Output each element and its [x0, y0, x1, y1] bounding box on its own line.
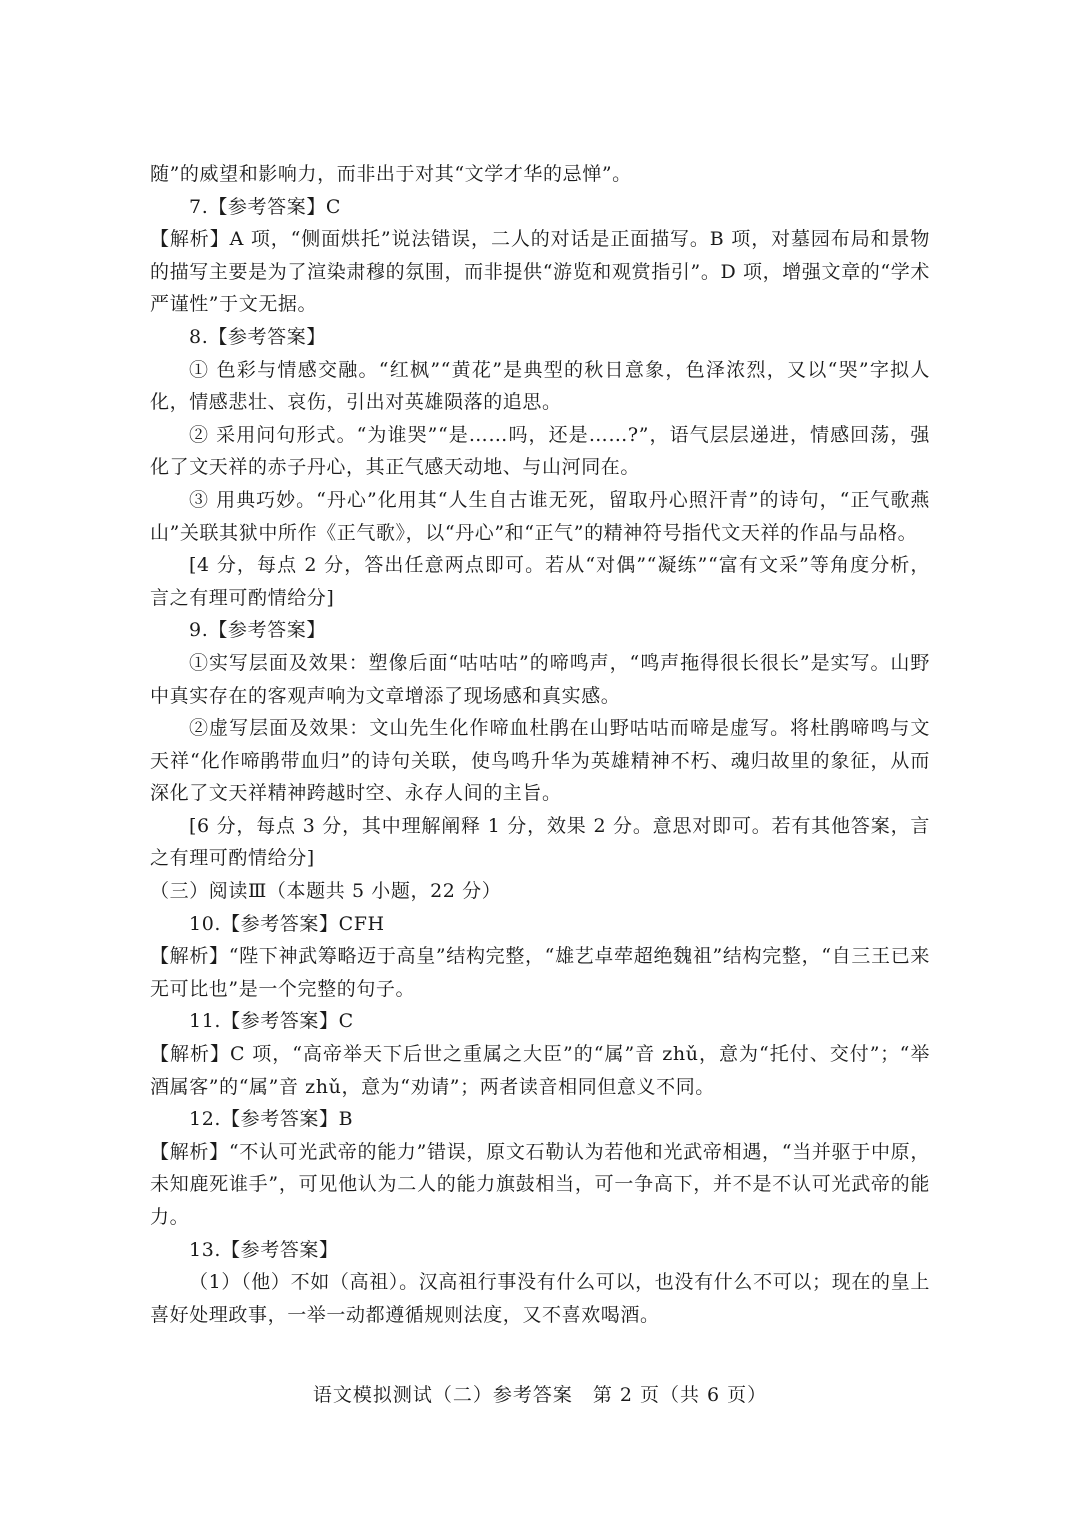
- answer-9-point-1: ①实写层面及效果：塑像后面“咕咕咕”的啼鸣声，“鸣声拖得很长很长”是实写。山野中真实存在的客观声响为文章增添了现场感和真实感。: [150, 651, 930, 707]
- analysis-7: 【解析】A 项，“侧面烘托”说法错误，二人的对话是正面描写。B 项，对墓园布局和景物的描写主要是为了渲染肃穆的氛围，而非提供“游览和观赏指引”。D 项，增强文章的“学术严谨性”于文无据。: [150, 228, 930, 316]
- answer-heading-9: 9.【参考答案】: [189, 619, 326, 642]
- section-heading-reading-3: （三）阅读Ⅲ（本题共 5 小题，22 分）: [150, 880, 502, 903]
- answer-8-point-3: ③ 用典巧妙。“丹心”化用其“人生自古谁无死，留取丹心照汗青”的诗句，“正气歌燕山”关联其狱中所作《正气歌》，以“丹心”和“正气”的精神符号指代文天祥的作品与品格。: [150, 488, 930, 544]
- answer-heading-11: 11.【参考答案】C: [189, 1010, 354, 1033]
- answer-heading-10: 10.【参考答案】CFH: [189, 912, 385, 935]
- answer-heading-7: 7.【参考答案】C: [189, 195, 342, 218]
- answer-heading-8: 8.【参考答案】: [189, 325, 326, 348]
- analysis-12: 【解析】“不认可光武帝的能力”错误，原文石勒认为若他和光武帝相遇，“当并驱于中原，未知鹿死谁手”，可见他认为二人的能力旗鼓相当，可一争高下，并不是不认可光武帝的能力。: [150, 1140, 930, 1228]
- analysis-11: 【解析】C 项，“高帝举天下后世之重属之大臣”的“属”音 zhǔ，意为“托付、交付”；“举酒属客”的“属”音 zhǔ，意为“劝请”；两者读音相同但意义不同。: [150, 1043, 930, 1098]
- answer-heading-13: 13.【参考答案】: [189, 1238, 339, 1261]
- answer-key-body: [150, 158, 930, 1331]
- answer-heading-12: 12.【参考答案】B: [189, 1108, 354, 1131]
- scoring-note-8: [4 分，每点 2 分，答出任意两点即可。若从“对偶”“凝练”“富有文采”等角度分析，言之有理可酌情给分]: [150, 554, 930, 609]
- answer-9-point-2: ②虚写层面及效果：文山先生化作啼血杜鹃在山野咕咕而啼是虚写。将杜鹃啼鸣与文天祥“化作啼鹃带血归”的诗句关联，使鸟鸣升华为英雄精神不朽、魂归故里的象征，从而深化了文天祥精神跨越时空、永存人间的主旨。: [150, 717, 930, 805]
- page-footer: 语文模拟测试（二）参考答案 第 2 页（共 6 页）: [312, 1384, 768, 1406]
- scoring-note-9: [6 分，每点 3 分，其中理解阐释 1 分，效果 2 分。意思对即可。若有其他答案，言之有理可酌情给分]: [150, 814, 930, 870]
- answer-8-point-1: ① 色彩与情感交融。“红枫”“黄花”是典型的秋日意象，色泽浓烈，又以“哭”字拟人化，情感悲壮、哀伤，引出对英雄陨落的追思。: [150, 358, 930, 414]
- continuation-line: 随”的威望和影响力，而非出于对其“文学才华的忌惮”。: [150, 163, 632, 185]
- analysis-10: 【解析】“陛下神武筹略迈于高皇”结构完整，“雄艺卓荦超绝魏祖”结构完整，“自三王已来无可比也”是一个完整的句子。: [150, 945, 930, 1000]
- answer-13-part-1: （1）（他）不如（高祖）。汉高祖行事没有什么可以，也没有什么不可以；现在的皇上喜好处理政事，一举一动都遵循规则法度，又不喜欢喝酒。: [150, 1271, 930, 1326]
- answer-8-point-2: ② 采用问句形式。“为谁哭”“是……吗，还是……?”，语气层层递进，情感回荡，强化了文天祥的赤子丹心，其正气感天动地、与山河同在。: [150, 423, 930, 479]
